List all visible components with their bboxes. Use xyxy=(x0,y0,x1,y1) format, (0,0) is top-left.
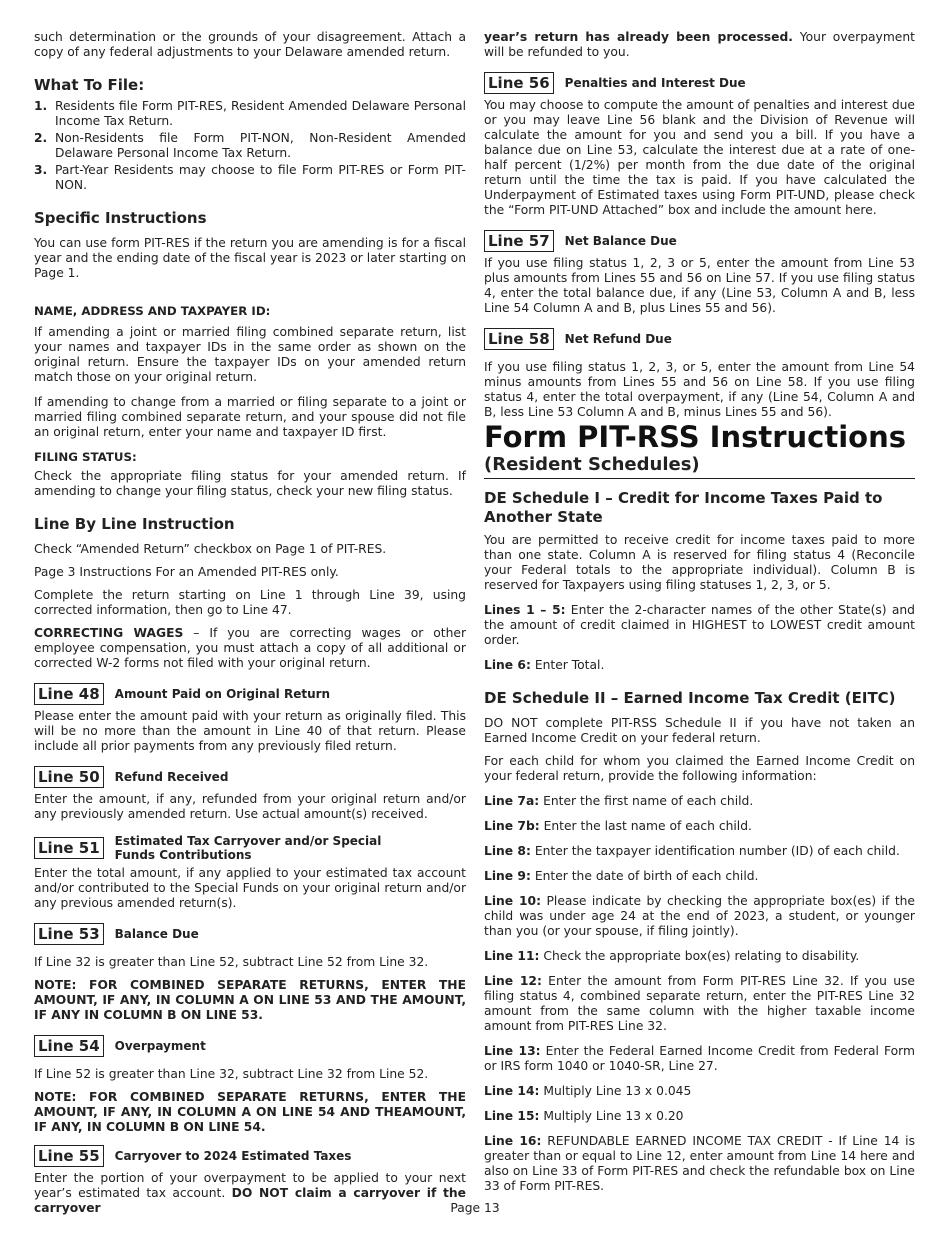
line-48-text: Please enter the amount paid with your return as originally filed. This will be no more than the amount in Line 40 of that return. Please include all prior payments from any previously filed return. xyxy=(34,709,466,753)
specific-instructions-heading: Specific Instructions xyxy=(34,209,207,227)
list-item: 2. Non-Residents file Form PIT-NON, Non-Resident Amended Delaware Personal Income Tax Return. xyxy=(34,131,466,160)
schedule-2-line: Line 7a: Enter the first name of each child. xyxy=(484,794,754,808)
schedule-2-text: DO NOT complete PIT-RSS Schedule II if you have not taken an Earned Income Credit on your federal return. xyxy=(484,716,915,745)
schedule-2-line: Line 15: Multiply Line 13 x 0.20 xyxy=(484,1109,684,1123)
line-51-header xyxy=(34,834,466,862)
line-58-header xyxy=(484,328,915,350)
schedule-1-line-6: Line 6: Enter Total. xyxy=(484,658,605,672)
correcting-wages-text: CORRECTING WAGES – If you are correcting wages or other employee compensation, you must attach a copy of all additional or corrected W-2 forms not filed with your original return. xyxy=(34,626,466,670)
line-57-header xyxy=(484,230,915,252)
line-title: Amount Paid on Original Return xyxy=(114,687,331,701)
line-box: Line 54 xyxy=(34,1035,104,1057)
line-by-line-text-2: Page 3 Instructions For an Amended PIT-RES only. xyxy=(34,565,339,579)
line-50-text: Enter the amount, if any, refunded from your original return and/or any previously amended return. Use actual amount(s) received. xyxy=(34,792,466,821)
name-address-text-2: If amending to change from a married or filing separate to a joint or married filing combined separate return, and your spouse did not file an original return, enter your name and taxpayer ID first. xyxy=(34,395,466,439)
line-box: Line 53 xyxy=(34,923,104,945)
line-54-header xyxy=(34,1035,466,1057)
line-56-text: You may choose to compute the amount of penalties and interest due or you may leave Line 56 blank and the Division of Revenue will calculate the amount for you and send you a bill. If you have a balance due on Line 53, calculate the interest due at a rate of one-half percent (1/2%) per month from the due date of the original return until the time the tax is paid. If you have calculated the Underpayment of Estimated taxes using Form PIT-UND, please check the “Form PIT-UND Attached” box and include the amount here. xyxy=(484,98,915,217)
line-box: Line 58 xyxy=(484,328,554,350)
line-53-header xyxy=(34,923,466,945)
line-box: Line 50 xyxy=(34,766,104,788)
schedule-2-line: Line 9: Enter the date of birth of each child. xyxy=(484,869,759,883)
line-title: Net Balance Due xyxy=(564,234,677,248)
line-51-text: Enter the total amount, if any applied to your estimated tax account and/or contributed to the Special Funds on your original return and/or any previous amended return(s). xyxy=(34,866,466,910)
specific-instructions-text: You can use form PIT-RES if the return you are amending is for a fiscal year and the ending date of the fiscal year is 2023 or later starting on Page 1. xyxy=(34,236,466,280)
line-54-note: NOTE: FOR COMBINED SEPARATE RETURNS, ENTER THE AMOUNT, IF ANY, IN COLUMN A ON LINE 54 AND THEAMOUNT, IF ANY, IN COLUMN B ON LINE 54. xyxy=(34,1090,466,1134)
line-53-note: NOTE: FOR COMBINED SEPARATE RETURNS, ENTER THE AMOUNT, IF ANY, IN COLUMN A ON LINE 53 AND THE AMOUNT, IF ANY IN COLUMN B ON LINE 53. xyxy=(34,978,466,1022)
line-53-text: If Line 32 is greater than Line 52, subtract Line 52 from Line 32. xyxy=(34,955,429,969)
line-50-header xyxy=(34,766,466,788)
page-number: Page 13 xyxy=(450,1201,500,1215)
line-title: Estimated Tax Carryover and/or Special Funds Contributions xyxy=(114,834,382,862)
schedule-1-lines-1-5: Lines 1 – 5: Enter the 2-character names of the other State(s) and the amount of credit claimed in HIGHEST to LOWEST credit amount order. xyxy=(484,603,915,647)
list-item: 1. Residents file Form PIT-RES, Resident Amended Delaware Personal Income Tax Return. xyxy=(34,99,466,128)
schedule-2-text-2: For each child for whom you claimed the Earned Income Credit on your federal return, provide the following information: xyxy=(484,754,915,783)
schedule-2-heading: DE Schedule II – Earned Income Tax Credit (EITC) xyxy=(484,689,896,707)
line-57-text: If you use filing status 1, 2, 3 or 5, enter the amount from Line 53 plus amounts from Lines 55 and 56 on Line 57. If you use filing status 4, enter the total balance due, if any (Line 53, Column A and B, less Line 54 Column A and B, plus Lines 55 and 56). xyxy=(484,256,915,315)
schedule-2-line: Line 8: Enter the taxpayer identification number (ID) of each child. xyxy=(484,844,900,858)
filing-status-text: Check the appropriate filing status for your amended return. If amending to change your filing status, check your new filing status. xyxy=(34,469,466,498)
line-box: Line 55 xyxy=(34,1145,104,1167)
schedule-2-line: Line 7b: Enter the last name of each child. xyxy=(484,819,752,833)
schedule-1-heading: DE Schedule I – Credit for Income Taxes Paid to Another State xyxy=(484,489,883,526)
line-title: Penalties and Interest Due xyxy=(564,76,746,90)
name-address-heading: NAME, ADDRESS AND TAXPAYER ID: xyxy=(34,304,271,318)
schedule-2-line: Line 13: Enter the Federal Earned Income Credit from Federal Form or IRS form 1040 or 1040-SR, Line 27. xyxy=(484,1044,915,1073)
schedule-2-line: Line 11: Check the appropriate box(es) relating to disability. xyxy=(484,949,860,963)
line-55-text: Enter the portion of your overpayment to be applied to your next year’s estimated tax account. DO NOT claim a carryover if the carryover xyxy=(34,1171,466,1215)
line-by-line-heading: Line By Line Instruction xyxy=(34,515,235,533)
line-box: Line 56 xyxy=(484,72,554,94)
line-55-continued-text: year’s return has already been processed. Your overpayment will be refunded to you. xyxy=(484,30,915,59)
line-56-header xyxy=(484,72,915,94)
line-by-line-text-3: Complete the return starting on Line 1 through Line 39, using corrected information, then go to Line 47. xyxy=(34,588,466,617)
line-48-header xyxy=(34,683,466,705)
rss-subtitle: (Resident Schedules) xyxy=(484,454,915,479)
line-box: Line 57 xyxy=(484,230,554,252)
filing-status-heading: FILING STATUS: xyxy=(34,450,137,464)
line-by-line-text: Check “Amended Return” checkbox on Page 1 of PIT-RES. xyxy=(34,542,387,556)
line-title: Refund Received xyxy=(114,770,229,784)
line-title: Balance Due xyxy=(114,927,199,941)
schedule-2-line: Line 12: Enter the amount from Form PIT-RES Line 32. If you use filing status 4, combined separate return, enter the PIT-RES Line 32 amount from the same column with the higher taxable income amount from PIT-RES Line 32. xyxy=(484,974,915,1033)
line-title: Overpayment xyxy=(114,1039,206,1053)
schedule-2-line: Line 14: Multiply Line 13 x 0.045 xyxy=(484,1084,692,1098)
schedule-2-line: Line 16: REFUNDABLE EARNED INCOME TAX CREDIT - If Line 14 is greater than or equal to Line 12, enter amount from Line 14 here and also on Line 33 of Form PIT-RES and check the refundable box on Line 33 of Form PIT-RES. xyxy=(484,1134,915,1193)
name-address-text: If amending a joint or married filing combined separate return, list your names and taxpayer IDs in the same order as shown on the original return. Ensure the taxpayer IDs on your amended return match those on your original return. xyxy=(34,325,466,384)
rss-title: Form PIT-RSS Instructions xyxy=(484,420,907,454)
right-column xyxy=(484,30,915,1194)
line-58-text: If you use filing status 1, 2, 3, or 5, enter the amount from Line 54 minus amounts from Lines 55 and 56 on Line 58. If you use filing status 4, enter the total overpayment, if any (Line 54, Column A and B, less Line 53 Column A and B, minus Lines 55 and 56). xyxy=(484,360,915,419)
line-54-text: If Line 52 is greater than Line 32, subtract Line 32 from Line 52. xyxy=(34,1067,429,1081)
schedule-2-line: Line 10: Please indicate by checking the appropriate box(es) if the child was under age 24 at the end of 2023, a student, or younger than you (or your spouse, if filing jointly). xyxy=(484,894,915,938)
what-to-file-list xyxy=(34,99,466,193)
left-column xyxy=(34,30,466,1216)
line-box: Line 51 xyxy=(34,837,104,859)
what-to-file-heading: What To File: xyxy=(34,76,145,94)
line-55-header xyxy=(34,1145,466,1167)
schedule-1-text: You are permitted to receive credit for income taxes paid to more than one state. Column A is reserved for filing status 4 (Reconcile your Federal totals to the appropriate individual). Column B is reserved for Taxpayers using filing statuses 1, 2, 3, or 5. xyxy=(484,533,915,592)
intro-text: such determination or the grounds of your disagreement. Attach a copy of any federal adjustments to your Delaware amended return. xyxy=(34,30,466,59)
line-box: Line 48 xyxy=(34,683,104,705)
line-title: Net Refund Due xyxy=(564,332,672,346)
list-item: 3. Part-Year Residents may choose to file Form PIT-RES or Form PIT-NON. xyxy=(34,163,466,192)
line-title: Carryover to 2024 Estimated Taxes xyxy=(114,1149,352,1163)
